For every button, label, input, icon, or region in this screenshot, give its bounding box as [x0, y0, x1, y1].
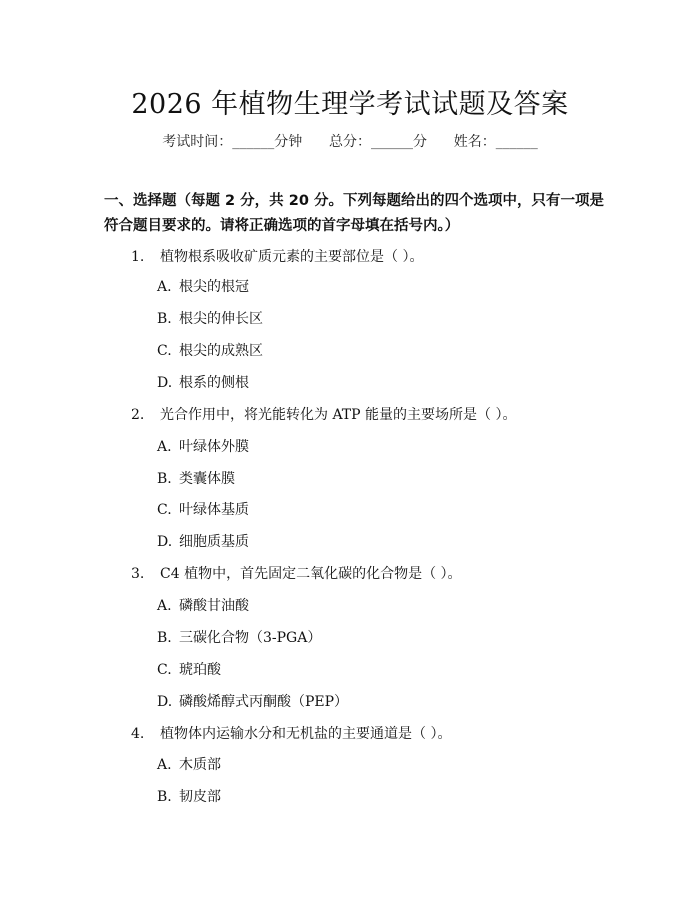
option-text: 叶绿体基质	[179, 502, 249, 518]
option-3b	[157, 627, 321, 647]
question-1	[131, 246, 423, 266]
question-number: 4.	[131, 726, 145, 742]
exam-info-line: 考试时间：______分钟 总分：______分 姓名：______	[162, 134, 538, 150]
option-letter: D.	[157, 534, 173, 550]
option-text: 根尖的成熟区	[179, 343, 263, 359]
question-text: 光合作用中，将光能转化为 ATP 能量的主要场所是（ ）。	[160, 407, 517, 423]
option-2b	[157, 468, 235, 488]
option-letter: A.	[157, 598, 172, 614]
option-4a	[157, 754, 221, 774]
option-letter: B.	[157, 311, 172, 327]
option-text: 磷酸甘油酸	[179, 598, 249, 614]
option-2c	[157, 499, 249, 519]
option-text: 细胞质基质	[179, 534, 249, 550]
option-1a	[157, 276, 249, 296]
option-letter: A.	[157, 279, 172, 295]
option-4b	[157, 786, 221, 806]
option-letter: D.	[157, 694, 173, 710]
section-heading: 一、选择题（每题 2 分，共 20 分。下列每题给出的四个选项中，只有一项是符合题目要求的。请将正确选项的首字母填在括号内。）	[104, 193, 604, 234]
option-2a	[157, 436, 249, 456]
option-2d	[157, 531, 249, 551]
option-text: 磷酸烯醇式丙酮酸（PEP）	[179, 694, 349, 710]
option-text: 根尖的根冠	[179, 279, 249, 295]
document-title: 2026 年植物生理学考试试题及答案	[131, 89, 569, 120]
option-letter: B.	[157, 471, 172, 487]
option-text: 木质部	[179, 757, 221, 773]
option-letter: A.	[157, 439, 172, 455]
option-1b	[157, 308, 263, 328]
option-3a	[157, 595, 249, 615]
option-1d	[157, 372, 249, 392]
question-4	[131, 723, 451, 743]
question-text: 植物根系吸收矿质元素的主要部位是（ ）。	[160, 249, 424, 265]
option-1c	[157, 340, 263, 360]
question-text: C4 植物中，首先固定二氧化碳的化合物是（ ）。	[160, 566, 462, 582]
question-2	[131, 404, 516, 424]
option-text: 根尖的伸长区	[179, 311, 263, 327]
option-text: 根系的侧根	[179, 375, 249, 391]
option-letter: D.	[157, 375, 173, 391]
option-text: 韧皮部	[179, 789, 221, 805]
option-letter: B.	[157, 789, 172, 805]
option-3d	[157, 691, 348, 711]
option-letter: B.	[157, 630, 172, 646]
question-number: 1.	[131, 249, 145, 265]
question-number: 2.	[131, 407, 145, 423]
option-letter: C.	[157, 502, 172, 518]
option-text: 叶绿体外膜	[179, 439, 249, 455]
option-text: 三碳化合物（3-PGA）	[179, 630, 322, 646]
option-text: 类囊体膜	[179, 471, 235, 487]
option-letter: C.	[157, 662, 172, 678]
option-letter: C.	[157, 343, 172, 359]
question-3	[131, 563, 462, 583]
question-text: 植物体内运输水分和无机盐的主要通道是（ ）。	[160, 726, 452, 742]
option-letter: A.	[157, 757, 172, 773]
option-text: 琥珀酸	[179, 662, 221, 678]
option-3c	[157, 659, 221, 679]
question-number: 3.	[131, 566, 145, 582]
